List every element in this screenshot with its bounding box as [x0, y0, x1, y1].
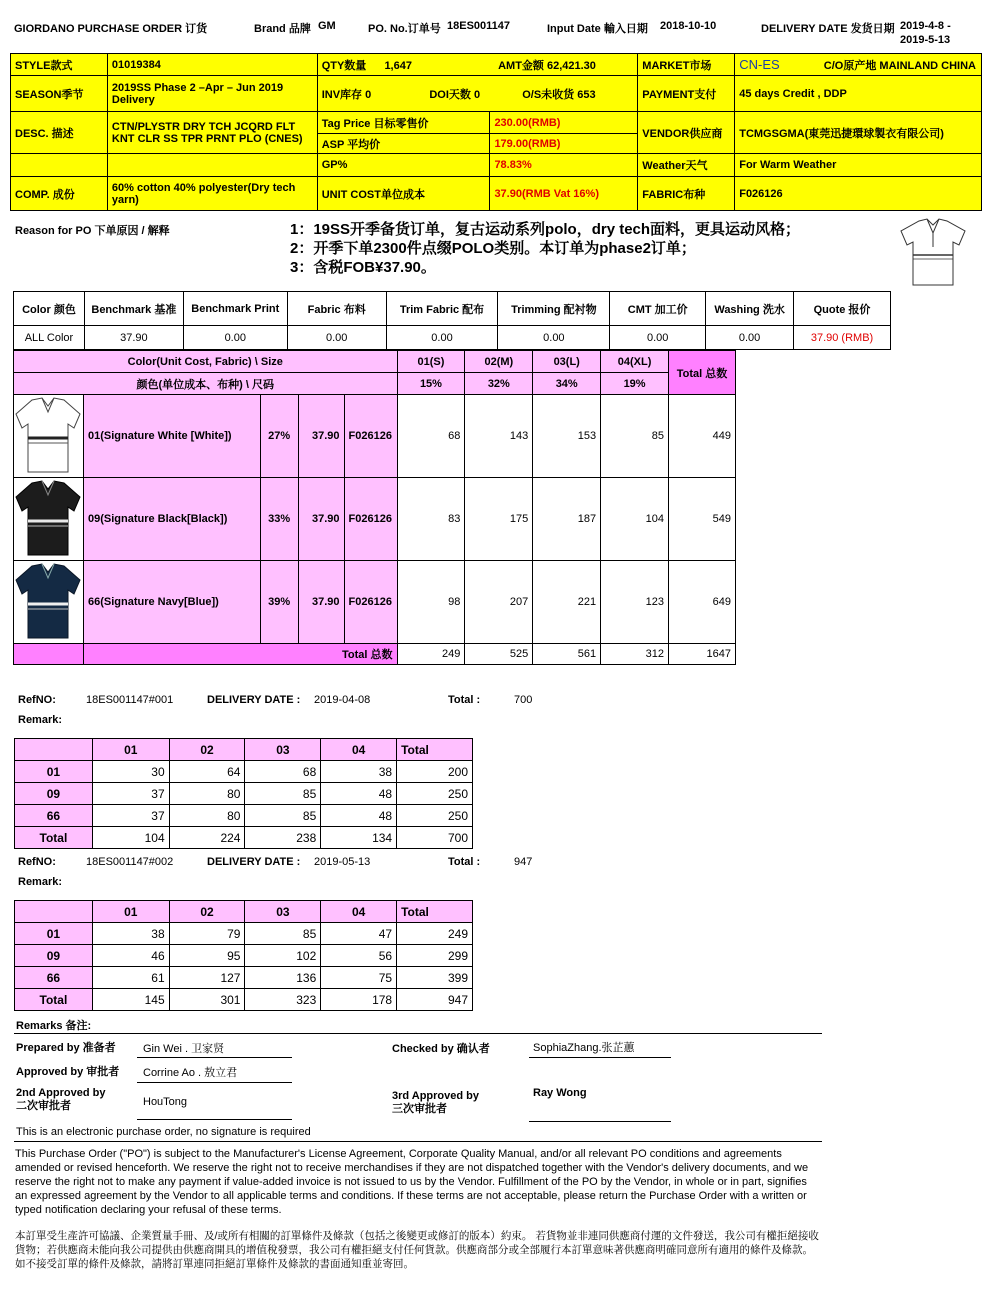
table-row — [15, 989, 473, 1011]
inv-label: INV库存 — [321, 88, 363, 101]
signature-line — [529, 1121, 671, 1122]
qty-cell: 221 — [533, 561, 601, 644]
prepared-value: Gin Wei . 卫家贤 — [143, 1043, 225, 1055]
reason-label: Reason for PO 下单原因 / 解释 — [15, 225, 170, 237]
payment-value: 45 days Credit , DDP — [735, 76, 982, 112]
gp-value: 78.83% — [490, 154, 638, 177]
legal-text-cn: 本訂單受生產許可協議、企業質量手冊、及/或所有相關的訂單條件及條款（包括之後變更或修訂的版本）約束。 若貨物並非連同供應商付運的文件發送，我公司有權拒絕接收貨物；若供應商未能向我公司提供由供應商開具的增值稅發票，我公司有權拒絕支付任何貨款。供應商部分或全部履行本訂單意味著供應商明確同意所有適用的條件及條款。如不接受訂單的條件及條款，請將訂單連同拒絕訂單條件及條款的書面通知重並寄回。 — [15, 1230, 819, 1270]
approved2-label-cn: 二次审批者 — [16, 1100, 71, 1112]
cell: 102 — [245, 945, 321, 967]
qty-cell: 187 — [533, 478, 601, 561]
cell: 85 — [245, 923, 321, 945]
row-total: 549 — [669, 478, 736, 561]
empty-cell — [14, 644, 84, 665]
gp-label: GP% — [317, 154, 490, 177]
cell: 136 — [245, 967, 321, 989]
delivery-head: 01 — [92, 901, 169, 923]
row-total: 449 — [669, 395, 736, 478]
cell: 80 — [169, 783, 245, 805]
approved2-value: HouTong — [143, 1096, 188, 1108]
row-label: Total — [15, 989, 93, 1011]
po-info-table — [10, 53, 982, 211]
market-co-cell — [735, 54, 982, 76]
bench-header: CMT 加工价 — [610, 292, 706, 326]
season-value: 2019SS Phase 2 –Apr – Jun 2019 Delivery — [107, 76, 317, 112]
style-value: 01019384 — [107, 54, 317, 76]
delivery-head: Total — [397, 901, 473, 923]
delivery-remark-label: Remark: — [18, 876, 63, 888]
approved3-label-cn: 三次审批者 — [392, 1103, 447, 1115]
color-name: 09(Signature Black[Black]) — [83, 478, 260, 561]
cell: 145 — [92, 989, 169, 1011]
electronic-note: This is an electronic purchase order, no signature is required — [16, 1126, 311, 1138]
delivery-total-label: Total : — [448, 694, 481, 706]
qty-value: 1,647 — [384, 59, 412, 72]
input-date-value: 2018-10-10 — [660, 20, 717, 32]
size-ratio: 34% — [533, 373, 601, 395]
cs-header-cn: 颜色(单位成本、布种) \ 尺码 — [14, 373, 398, 395]
bench-header: Benchmark Print — [183, 292, 287, 326]
approved2-label-en: 2nd Approved by — [16, 1087, 106, 1099]
delivery-total-value: 947 — [514, 856, 533, 868]
row-label: 01 — [15, 761, 93, 783]
cell: 46 — [92, 945, 169, 967]
fabric-label: FABRIC布种 — [638, 177, 735, 211]
size-header: 01(S) — [397, 351, 465, 373]
cell: 700 — [397, 827, 473, 849]
row-label: 01 — [15, 923, 93, 945]
signature-line — [137, 1119, 292, 1120]
brand-label: Brand 品牌 — [254, 23, 311, 35]
qty-label: QTY数量 — [321, 59, 367, 72]
po-title: GIORDANO PURCHASE ORDER 订货 — [14, 23, 208, 35]
co-value: MAINLAND CHINA — [879, 59, 976, 72]
benchmark-table — [13, 291, 891, 350]
divider — [14, 1141, 822, 1142]
delivery-date-value: 2019-05-13 — [314, 856, 371, 868]
cell: 95 — [169, 945, 245, 967]
desc-value: CTN/PLYSTR DRY TCH JCQRD FLT KNT CLR SS TPR PRNT PLO (CNES) — [107, 112, 317, 154]
color-name: 66(Signature Navy[Blue]) — [83, 561, 260, 644]
approved3-value: Ray Wong — [533, 1087, 587, 1099]
comp-label: COMP. 成份 — [11, 177, 108, 211]
amt-value: 62,421.30 — [546, 59, 596, 72]
bench-value: 0.00 — [183, 326, 287, 350]
vendor-value: TCMGSGMA(東莞迅捷環球製衣有限公司) — [735, 112, 982, 154]
product-thumb-black — [14, 478, 84, 561]
cell: 38 — [92, 923, 169, 945]
delivery-total-label: Total : — [448, 856, 481, 868]
cell: 299 — [397, 945, 473, 967]
bench-value: 0.00 — [610, 326, 706, 350]
cell: 38 — [321, 761, 397, 783]
checked-label: Checked by 确认者 — [392, 1043, 490, 1055]
delivery-date-value-end: 2019-5-13 — [900, 34, 951, 46]
delivery-head: 04 — [321, 901, 397, 923]
cell: 238 — [245, 827, 321, 849]
grand-total-cell: 1647 — [669, 644, 736, 665]
bench-quote-value: 37.90 (RMB) — [794, 326, 891, 350]
qty-cell: 123 — [601, 561, 669, 644]
approved-value: Corrine Ao . 敖立君 — [143, 1067, 238, 1079]
cell: 61 — [92, 967, 169, 989]
bench-header: Trimming 配衬物 — [498, 292, 610, 326]
cell: 947 — [397, 989, 473, 1011]
tag-price-value: 230.00(RMB) — [490, 112, 638, 134]
market-value: CN-ES — [739, 56, 780, 72]
inv-cell — [317, 76, 638, 112]
delivery-head: Total — [397, 739, 473, 761]
weather-label: Weather天气 — [638, 154, 735, 177]
grand-total-label: Total 总数 — [83, 644, 397, 665]
qty-cell: 68 — [397, 395, 465, 478]
bench-header: Color 颜色 — [14, 292, 85, 326]
legal-text-en: This Purchase Order ("PO") is subject to the Manufacturer's License Agreement, Corporate Quality Manual, and/or all relevant PO conditions and agreements amended or revised henceforth. We reserve the right not to receive merchandises if they are not dispatched together with the Vendor's delivery documents, and we reserve the right not to make any payment if value-added invoice is not issued to us by the Vendor. Fulfillment of the PO by the Vendor, in whole or in part, signifies an expressed agreement by the Vendor to all applicable terms and conditions. If these terms are not acceptable, please return the Purchase Order with a written or typed notification declaring your refusal of these terms. — [15, 1148, 809, 1216]
row-label: 66 — [15, 805, 93, 827]
asp-label: ASP 平均价 — [317, 134, 490, 154]
qty-cell: 143 — [465, 395, 533, 478]
delivery-head: 04 — [321, 739, 397, 761]
size-header: 03(L) — [533, 351, 601, 373]
table-row — [15, 761, 473, 783]
cell: 85 — [245, 805, 321, 827]
doi-value: 0 — [473, 88, 481, 101]
po-number-label: PO. No.订单号 — [368, 23, 441, 35]
bench-header: Quote 报价 — [794, 292, 891, 326]
size-header: 02(M) — [465, 351, 533, 373]
row-label: 09 — [15, 783, 93, 805]
inv-value: 0 — [365, 88, 372, 101]
cell: 48 — [321, 783, 397, 805]
delivery-ref-value: 18ES001147#001 — [86, 694, 174, 706]
color-size-table — [13, 350, 736, 665]
row-label: Total — [15, 827, 93, 849]
delivery-ref-label: RefNO: — [18, 856, 56, 868]
table-row — [15, 945, 473, 967]
unit-cost-value: 37.90(RMB Vat 16%) — [490, 177, 638, 211]
reason-line: 2：开季下单2300件点缀POLO类别。本订单为phase2订单； — [290, 240, 696, 257]
bench-header: Fabric 布料 — [287, 292, 386, 326]
size-ratio: 15% — [397, 373, 465, 395]
product-thumb-white — [14, 395, 84, 478]
qty-cell: 153 — [533, 395, 601, 478]
tag-price-label: Tag Price 目标零售价 — [317, 112, 490, 134]
signature-line — [529, 1057, 671, 1058]
color-pct: 39% — [260, 561, 298, 644]
payment-label: PAYMENT支付 — [638, 76, 735, 112]
cell: 75 — [321, 967, 397, 989]
qty-cell: 83 — [397, 478, 465, 561]
unit-cost-label: UNIT COST单位成本 — [317, 177, 490, 211]
delivery-head: 03 — [245, 739, 321, 761]
navy-polo-image — [14, 562, 82, 642]
cell: 104 — [92, 827, 169, 849]
row-total: 649 — [669, 561, 736, 644]
style-label: STYLE款式 — [11, 54, 108, 76]
cell: 127 — [169, 967, 245, 989]
color-fabric: F026126 — [344, 478, 397, 561]
delivery-ref-value: 18ES001147#002 — [86, 856, 174, 868]
delivery-date-label: DELIVERY DATE 发货日期 — [761, 23, 895, 35]
checked-value: SophiaZhang.张芷蕙 — [533, 1042, 635, 1054]
co-label: C/O原产地 — [823, 59, 877, 72]
color-fabric: F026126 — [344, 395, 397, 478]
qty-cell: 175 — [465, 478, 533, 561]
cell: 68 — [245, 761, 321, 783]
input-date-label: Input Date 輸入日期 — [547, 23, 648, 35]
market-label: MARKET市场 — [638, 54, 735, 76]
cell: 85 — [245, 783, 321, 805]
cell: 399 — [397, 967, 473, 989]
cell: 48 — [321, 805, 397, 827]
cell: 79 — [169, 923, 245, 945]
delivery-ref-label: RefNO: — [18, 694, 56, 706]
bench-header: Benchmark 基准 — [84, 292, 183, 326]
table-row — [15, 805, 473, 827]
row-label: 66 — [15, 967, 93, 989]
empty-cell — [107, 154, 317, 177]
approved2-label — [16, 1087, 105, 1113]
color-pct: 27% — [260, 395, 298, 478]
delivery-head: 03 — [245, 901, 321, 923]
delivery-date-value-start: 2019-4-8 - — [900, 20, 951, 32]
os-label: O/S未收货 — [522, 88, 575, 101]
color-cost: 37.90 — [298, 395, 344, 478]
table-row — [15, 923, 473, 945]
asp-value: 179.00(RMB) — [490, 134, 638, 154]
bench-value: 0.00 — [498, 326, 610, 350]
color-pct: 33% — [260, 478, 298, 561]
approved3-label — [392, 1090, 479, 1116]
bench-value: 0.00 — [386, 326, 498, 350]
delivery-head — [15, 739, 93, 761]
amt-label: AMT金额 — [498, 59, 544, 72]
cell: 224 — [169, 827, 245, 849]
fabric-value: F026126 — [735, 177, 982, 211]
cell: 250 — [397, 805, 473, 827]
cell: 200 — [397, 761, 473, 783]
comp-value: 60% cotton 40% polyester(Dry tech yarn) — [107, 177, 317, 211]
approved3-label-en: 3rd Approved by — [392, 1090, 479, 1102]
cs-header-en: Color(Unit Cost, Fabric) \ Size — [14, 351, 398, 373]
grand-total-cell: 525 — [465, 644, 533, 665]
bench-value: ALL Color — [14, 326, 85, 350]
delivery-total-value: 700 — [514, 694, 533, 706]
doi-label: DOI天数 — [429, 88, 471, 101]
season-label: SEASON季节 — [11, 76, 108, 112]
brand-value: GM — [318, 20, 336, 32]
cell: 249 — [397, 923, 473, 945]
grand-total-cell: 249 — [397, 644, 465, 665]
row-label: 09 — [15, 945, 93, 967]
reason-line: 3：含税FOB¥37.90。 — [290, 259, 436, 276]
size-ratio: 19% — [601, 373, 669, 395]
remarks-label: Remarks 备注: — [16, 1020, 92, 1032]
cell: 178 — [321, 989, 397, 1011]
cell: 37 — [92, 783, 169, 805]
cell: 301 — [169, 989, 245, 1011]
color-cost: 37.90 — [298, 478, 344, 561]
signature-line — [137, 1057, 292, 1058]
qty-cell: 85 — [601, 395, 669, 478]
size-header: 04(XL) — [601, 351, 669, 373]
bench-header: Trim Fabric 配布 — [386, 292, 498, 326]
table-row — [15, 967, 473, 989]
delivery-date-label: DELIVERY DATE : — [207, 856, 301, 868]
product-thumb-navy — [14, 561, 84, 644]
bench-value: 0.00 — [287, 326, 386, 350]
os-value: 653 — [577, 88, 596, 101]
cell: 30 — [92, 761, 169, 783]
polo-sketch-image — [893, 215, 973, 291]
delivery-date-value: 2019-04-08 — [314, 694, 371, 706]
qty-amt-cell — [317, 54, 638, 76]
table-row — [15, 783, 473, 805]
delivery-head — [15, 901, 93, 923]
approved-label: Approved by 审批者 — [16, 1066, 120, 1078]
bench-header: Washing 洗水 — [706, 292, 794, 326]
desc-label: DESC. 描述 — [11, 112, 108, 154]
delivery-remark-label: Remark: — [18, 714, 63, 726]
cell: 64 — [169, 761, 245, 783]
prepared-label: Prepared by 准备者 — [16, 1042, 116, 1054]
bench-value: 0.00 — [706, 326, 794, 350]
bench-value: 37.90 — [84, 326, 183, 350]
delivery-head: 02 — [169, 901, 245, 923]
color-cost: 37.90 — [298, 561, 344, 644]
reason-line: 1：19SS开季备货订单，复古运动系列polo，dry tech面料，更具运动风格； — [290, 221, 801, 238]
table-row — [15, 827, 473, 849]
qty-cell: 104 — [601, 478, 669, 561]
cell: 37 — [92, 805, 169, 827]
cell: 323 — [245, 989, 321, 1011]
grand-total-cell: 561 — [533, 644, 601, 665]
cell: 250 — [397, 783, 473, 805]
color-fabric: F026126 — [344, 561, 397, 644]
size-ratio: 32% — [465, 373, 533, 395]
po-number-value: 18ES001147 — [447, 20, 511, 32]
delivery-head: 02 — [169, 739, 245, 761]
cell: 134 — [321, 827, 397, 849]
weather-value: For Warm Weather — [735, 154, 982, 177]
cell: 56 — [321, 945, 397, 967]
delivery-date-label: DELIVERY DATE : — [207, 694, 301, 706]
color-name: 01(Signature White [White]) — [83, 395, 260, 478]
black-polo-image — [14, 479, 82, 559]
qty-cell: 207 — [465, 561, 533, 644]
cell: 47 — [321, 923, 397, 945]
cell: 80 — [169, 805, 245, 827]
delivery-table-2 — [14, 900, 473, 1011]
grand-total-cell: 312 — [601, 644, 669, 665]
qty-cell: 98 — [397, 561, 465, 644]
total-header: Total 总数 — [669, 351, 736, 395]
reason-text — [290, 220, 800, 277]
white-polo-image — [14, 396, 82, 476]
divider — [14, 1033, 822, 1034]
empty-cell — [11, 154, 108, 177]
delivery-head: 01 — [92, 739, 169, 761]
vendor-label: VENDOR供应商 — [638, 112, 735, 154]
signature-line — [137, 1082, 292, 1083]
delivery-table-1 — [14, 738, 473, 849]
